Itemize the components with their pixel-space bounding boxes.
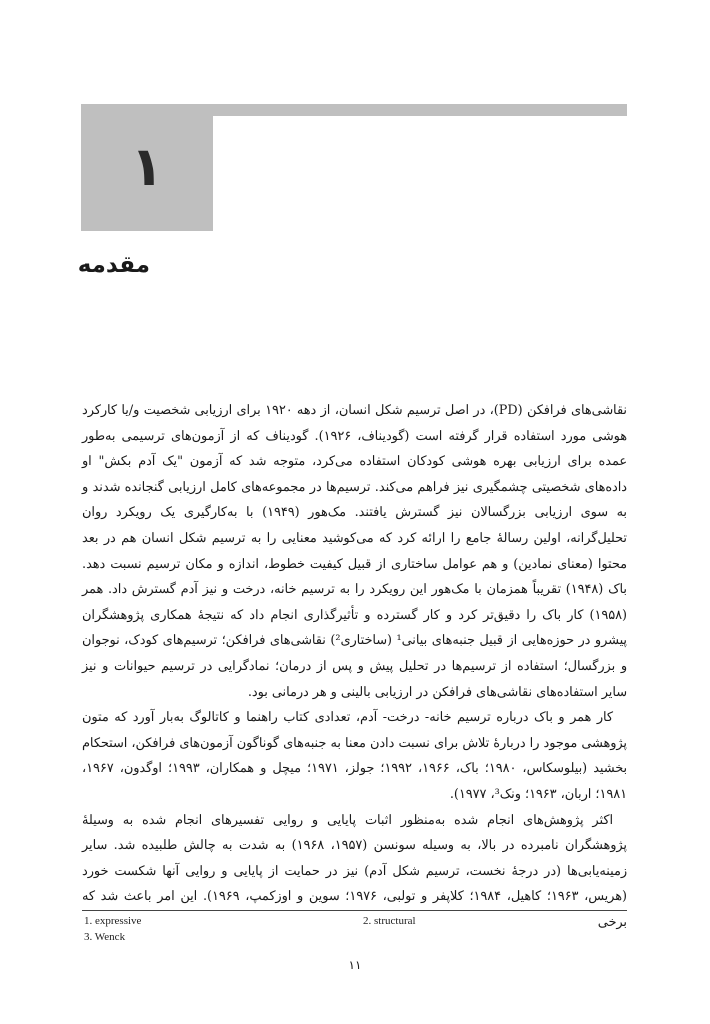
footnote-3: 3. Wenck <box>84 931 126 943</box>
chapter-header-bar <box>213 104 627 116</box>
body-text <box>82 398 627 935</box>
chapter-title: مقدمه <box>77 252 150 278</box>
footnote-2: 2. structural <box>363 915 416 927</box>
page-number: ۱۱ <box>348 958 362 972</box>
footnote-divider <box>82 910 627 911</box>
paragraph: نقاشی‌های فرافکن (PD)، در اصل ترسیم شکل انسان، از دهه ۱۹۲۰ برای ارزیابی شخصیت و/یا کارکرد هوشی مورد استفاده قرار گرفته است (گودیناف، ۱۹۲۶). گودیناف که از آزمون‌های ترسیمی به‌طور عمده برای ارزیابی بهره هوشی کودکان استفاده می‌کرد، متوجه شد که آزمون "یک آدم بکش" او داده‌های شخصیتی چشمگیری نیز فراهم می‌کند. ترسیم‌ها در مجموعه‌های کامل ارزیابی گنجانده شدند و به سوی ارزیابی بزرگسالان نیز گسترش یافتند. مک‌هور (۱۹۴۹) با به‌کارگیری یک رویکرد روان تحلیل‌گرانه، اولین رسالهٔ جامع را ارائه کرد که می‌کوشید معنایی را به ترسیم شکل انسان هم در بعد محتوا (معنای نمادین) و هم عوامل ساختاری از قبیل کیفیت خطوط، اندازه و مکان ترسیم نسبت دهد. باک (۱۹۴۸) تقریباً همزمان با مک‌هور این رویکرد را به ترسیم خانه، درخت و نیز آدم گسترش داد. همر (۱۹۵۸) کار باک را دقیق‌تر کرد و کار گسترده و تأثیرگذاری انجام داد که نتیجهٔ همکاری پژوهشگران پیشرو در حوزه‌هایی از قبیل جنبه‌های بیانی¹ (ساختاری²) نقاشی‌های فرافکن؛ ترسیم‌های کودک، نوجوان و بزرگسال؛ استفاده از ترسیم‌ها در تحلیل پیش و پس از درمان؛ نمادگرایی در ترسیم حیوانات و نیز سایر استفاده‌های نقاشی‌های فرافکن در ارزیابی بالینی و هر درمانی بود. <box>82 403 628 700</box>
footnote-1: 1. expressive <box>84 915 142 927</box>
chapter-number: ۱ <box>130 135 164 198</box>
paragraph: کار همر و باک درباره ترسیم خانه- درخت- آدم، تعدادی کتاب راهنما و کاتالوگ به‌بار آورد که متون پژوهشی موجود را دربارهٔ تلاش برای نسبت دادن معنا به جنبه‌های گوناگون آزمون‌های فرافکن، استحکام بخشید (بیلوسکاس، ۱۹۸۰؛ باک، ۱۹۶۶، ۱۹۹۲؛ جولز، ۱۹۷۱؛ میچل و همکاران، ۱۹۹۳؛ اوگدون، ۱۹۶۷، ۱۹۸۱؛ اربان، ۱۹۶۳؛ ونک³، ۱۹۷۷). <box>82 710 628 802</box>
paragraph: اکثر پژوهش‌های انجام شده به‌منظور اثبات پایایی و روایی تفسیرهای انجام شده به وسیلهٔ پژوهشگران نامبرده در بالا، به وسیله سونسن (۱۹۵۷، ۱۹۶۸) به شدت به چالش طلبیده شد. سایر زمینه‌یابی‌ها (در درجهٔ نخست، ترسیم شکل آدم) نیز در حمایت از پایایی و روایی آنها شکست خورد (هریس، ۱۹۶۳؛ کاهیل، ۱۹۸۴؛ کلاپفر و تولبی، ۱۹۷۶؛ سوین و اوزکمپ، ۱۹۶۹). این امر باعث شد که برخی <box>82 812 627 930</box>
